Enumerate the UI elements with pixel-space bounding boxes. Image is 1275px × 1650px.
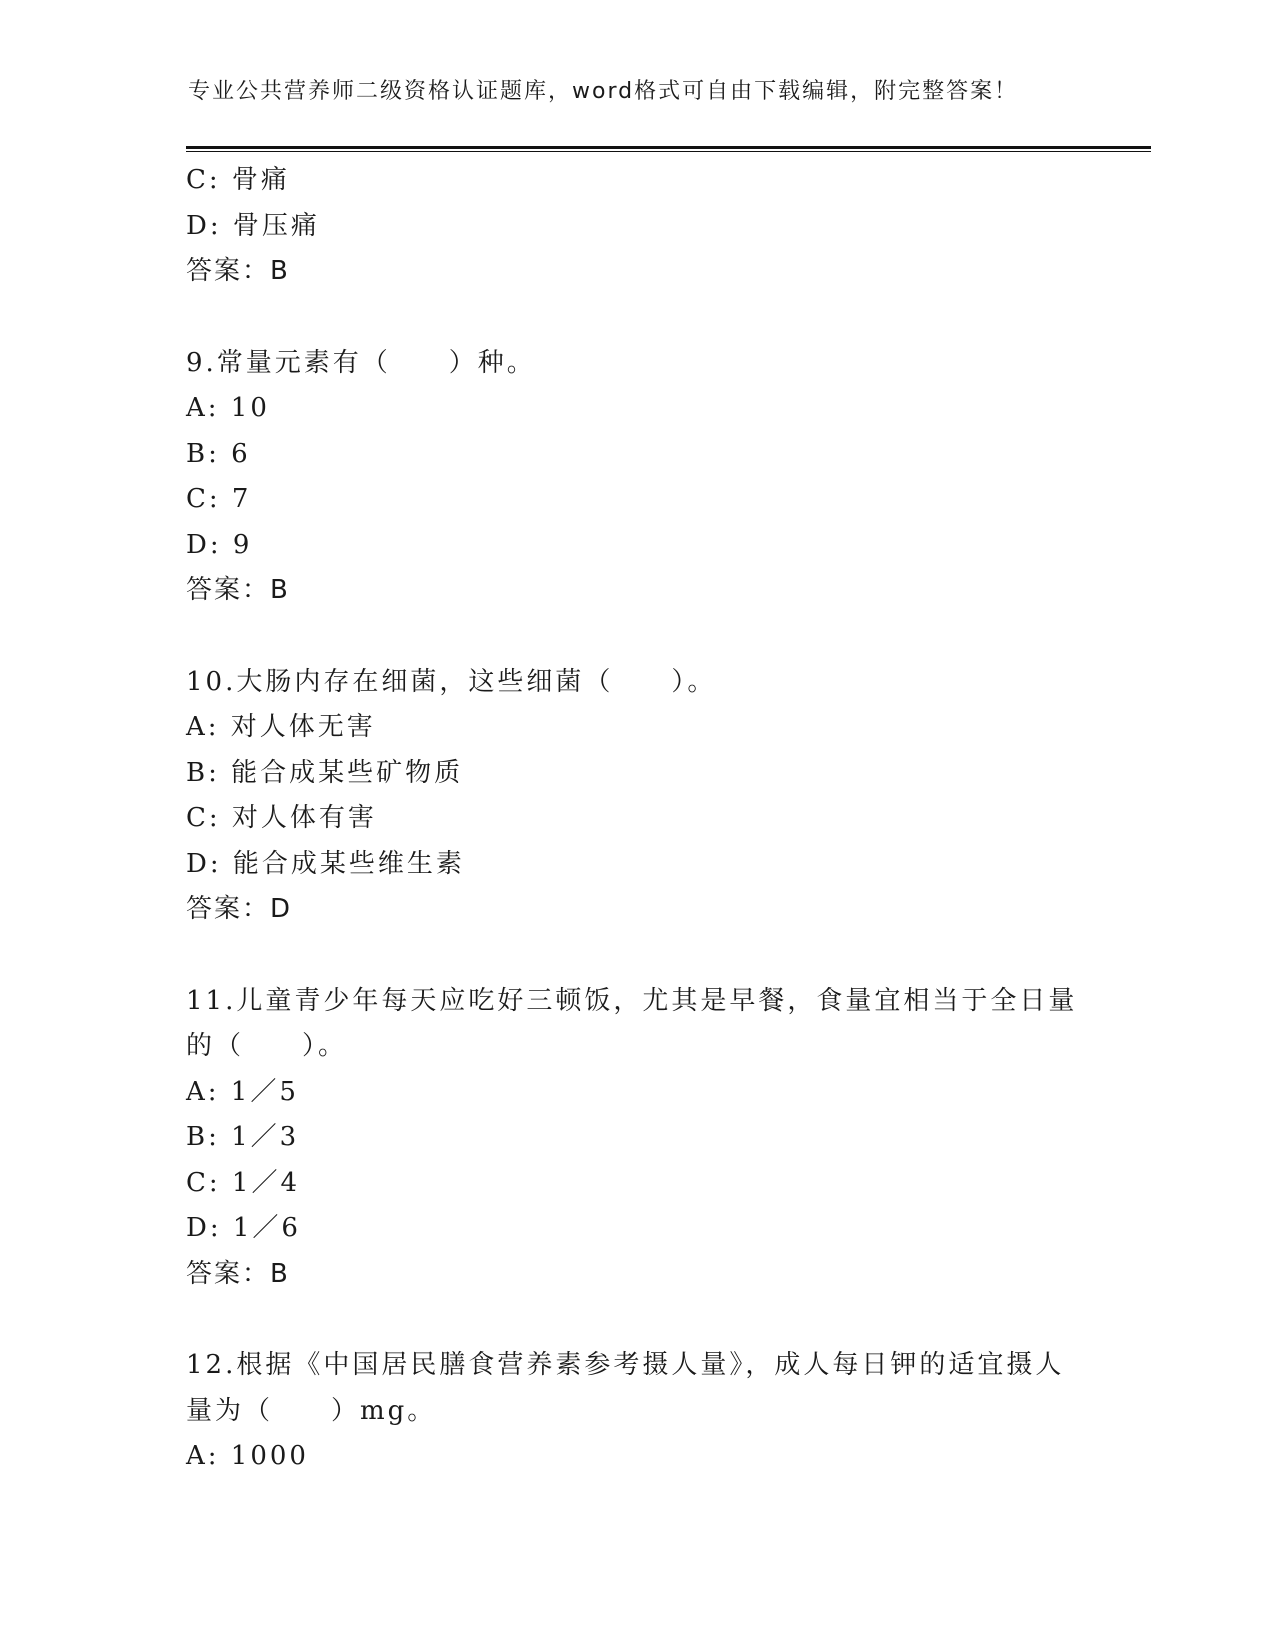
spacer (186, 614, 1086, 660)
question-9 (186, 341, 1086, 614)
option-c: C: 1／4 (186, 1167, 301, 1198)
question-text-continued: 量为（ ）mg。 (186, 1395, 437, 1426)
question-text: 10.大肠内存在细菌，这些细菌（ ）。 (186, 666, 717, 697)
page-header: 专业公共营养师二级资格认证题库，word格式可自由下载编辑，附完整答案！ (188, 79, 1019, 104)
question-text-continued: 的（ ）。 (186, 1031, 348, 1061)
header-rule-thick (186, 146, 1151, 149)
option-c: C: 7 (186, 484, 252, 514)
question-10 (186, 660, 1086, 933)
spacer (186, 1297, 1086, 1343)
question-list (186, 158, 1086, 1480)
option-d: D: 能合成某些维生素 (186, 848, 465, 879)
header-rule-thin (186, 151, 1151, 152)
answer-label: 答案：B (186, 1258, 290, 1289)
question-8-continued (186, 158, 1086, 295)
answer-label: 答案：B (186, 575, 290, 605)
answer-label: 答案：B (186, 256, 290, 286)
question-text: 12.根据《中国居民膳食营养素参考摄人量》，成人每日钾的适宜摄人 (186, 1350, 1065, 1380)
answer-label: 答案：D (186, 894, 293, 924)
question-text: 11.儿童青少年每天应吃好三顿饭，尤其是早餐，食量宜相当于全日量 (186, 985, 1078, 1016)
option-c: C: 对人体有害 (186, 803, 377, 833)
option-c: C: 骨痛 (186, 165, 290, 195)
option-d: D: 骨压痛 (186, 210, 320, 241)
option-a: A: 1000 (186, 1441, 309, 1471)
option-a: A: 10 (186, 393, 270, 423)
option-d: D: 9 (186, 529, 253, 560)
option-a: A: 1／5 (186, 1076, 299, 1107)
option-b: B: 1／3 (186, 1122, 300, 1152)
spacer (186, 295, 1086, 341)
question-12 (186, 1343, 1086, 1480)
spacer (186, 933, 1086, 979)
question-text: 9.常量元素有（ ）种。 (186, 347, 536, 378)
option-b: B: 6 (186, 438, 251, 469)
question-11 (186, 979, 1086, 1298)
option-a: A: 对人体无害 (186, 712, 376, 742)
option-b: B: 能合成某些矿物质 (186, 757, 464, 788)
option-d: D: 1／6 (186, 1213, 301, 1243)
